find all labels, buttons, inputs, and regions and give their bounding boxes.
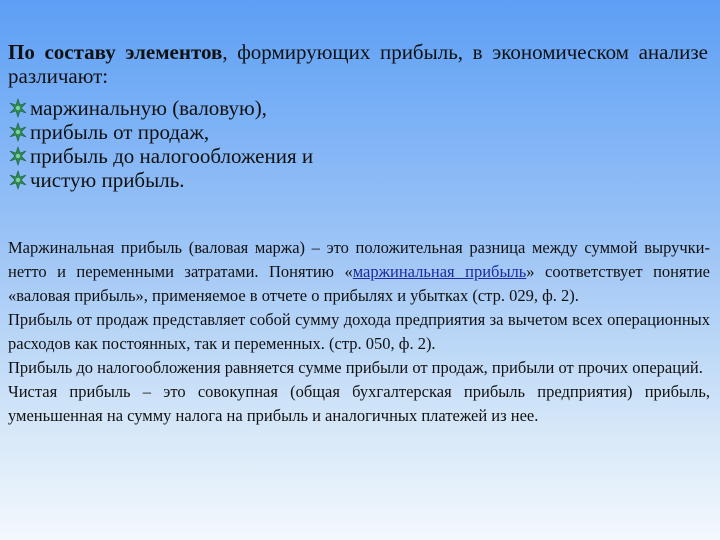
list-item-label: прибыль до налогообложения и [30, 144, 314, 168]
list-item [8, 96, 708, 120]
heading-bold-lead: По составу элементов [8, 40, 223, 64]
green-sparkle-icon [8, 146, 28, 166]
list-item-label: прибыль от продаж, [30, 120, 210, 144]
heading-rest: , формирующих прибыль, в экономическом анализе различают: [8, 40, 708, 88]
paragraph-sales-profit: Прибыль от продаж представляет собой сумму дохода предприятия за вычетом всех операционных расходов как постоянных, так и переменных. (стр. 050, ф. 2). [8, 310, 710, 353]
marginal-profit-link[interactable]: маржинальная прибыль [352, 262, 527, 281]
list-item [8, 168, 708, 192]
green-sparkle-icon [8, 98, 28, 118]
list-item-label: чистую прибыль. [30, 168, 185, 192]
green-sparkle-icon [8, 170, 28, 190]
list-item [8, 120, 708, 144]
green-sparkle-icon [8, 122, 28, 142]
list-item-label: маржинальную (валовую), [30, 96, 267, 120]
definitions-text [8, 236, 710, 428]
paragraph-text: » соответствует понятие «валовая прибыль», применяемое в отчете о прибылях и убытках (стр. 029, ф. 2). [8, 262, 710, 305]
paragraph-marginal-profit [8, 236, 710, 308]
profit-types-list [8, 96, 708, 192]
list-item [8, 144, 708, 168]
paragraph-pretax-profit: Прибыль до налогообложения равняется сумме прибыли от продаж, прибыли от прочих операций. [8, 358, 703, 377]
slide-heading [8, 40, 708, 88]
paragraph-text: Маржинальная прибыль (валовая маржа) – это положительная разница между суммой выручки-нетто и переменными затратами. Понятию « [8, 238, 710, 281]
paragraph-net-profit: Чистая прибыль – это совокупная (общая бухгалтерская прибыль предприятия) прибыль, уменьшенная на сумму налога на прибыль и аналогичных платежей из нее. [8, 382, 710, 425]
